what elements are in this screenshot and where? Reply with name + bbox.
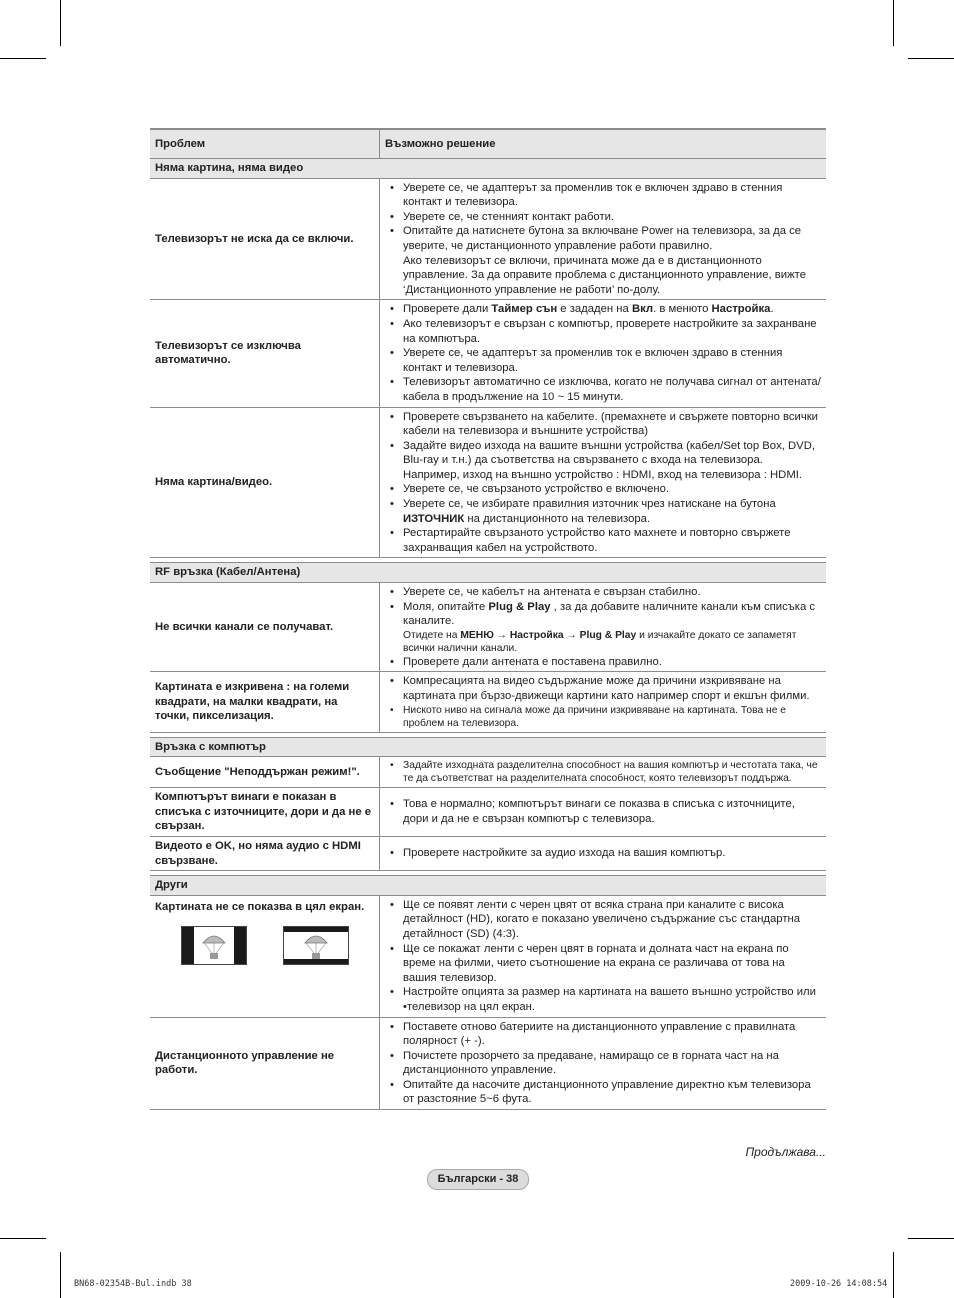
solution-item (388, 210, 821, 225)
solution-cell (380, 788, 827, 837)
problem-cell (150, 300, 380, 407)
solution-item (388, 482, 821, 497)
solution-text: Рестартирайте свързаното устройство като махнете и повторно свържете захранващия кабел на устройството. (403, 527, 791, 554)
continues-label: Продължава... (745, 1145, 826, 1159)
crop-mark (908, 58, 954, 59)
solution-list (388, 797, 821, 826)
pillarbox-image (181, 926, 247, 965)
solution-text: Проверете настройките за аудио изхода на вашия компютър. (403, 847, 726, 860)
problem-text: Картината е изкривена : на големи квадрати, на малки квадрати, на точки, пикселизация. (155, 681, 350, 723)
bold-term: Настройка (711, 303, 771, 316)
table-row (150, 672, 826, 732)
crop-mark (893, 1252, 894, 1298)
solution-list (388, 410, 821, 556)
problem-cell (150, 407, 380, 558)
solution-item (388, 704, 821, 730)
solution-text: Задайте изходната разделителна способност на вашия компютър и честотата така, че те да съответстват на разделителната способност, която телевизорът поддържа. (403, 760, 818, 785)
parachute-icon (201, 931, 227, 961)
solution-list (388, 302, 821, 404)
solution-item (388, 985, 821, 1014)
table-row (150, 178, 826, 300)
section-header-row (150, 737, 826, 757)
problem-cell (150, 672, 380, 732)
table-row (150, 836, 826, 870)
crop-mark (0, 58, 46, 59)
solution-cell (380, 1017, 827, 1110)
solution-item (388, 302, 821, 317)
crop-mark (60, 0, 61, 46)
table-row (150, 788, 826, 837)
solution-cell (380, 895, 827, 1017)
section-header-row (150, 159, 826, 179)
problem-text: Не всички канали се получават. (155, 620, 334, 633)
text-fragment: . в менюто (653, 303, 712, 316)
solution-text: Опитайте да натиснете бутона за включване Power на телевизора, за да се уверите, че дистанционното управление работи правилно. (403, 225, 802, 252)
table-row (150, 895, 826, 1017)
page-number-badge: Български - 38 (427, 1169, 529, 1190)
solution-item (388, 181, 821, 210)
solution-text: Уверете се, че адаптерът за променлив ток е включен здраво в стенния контакт и телевизора. (403, 181, 783, 209)
text-fragment: и изчакайте докато се запаметят всички налични канали. (403, 629, 797, 654)
solution-item (388, 898, 821, 942)
solution-text: Това е нормално; компютърът винаги се показва в списъка с източниците, дори и да не е свързан компютър с телевизора. (403, 798, 795, 826)
solution-text: Ще се покажат ленти с черен цвят в горната и долната част на екрана по време на филми, чието съотношение на екрана се различава от това на вашия телевизор. (403, 942, 789, 984)
solution-item (388, 1049, 821, 1078)
aspect-ratio-images (181, 926, 374, 965)
text-fragment: Отидете на (403, 629, 461, 641)
solution-text: Уверете се, че свързаното устройство е включено. (403, 483, 670, 496)
problem-cell (150, 788, 380, 837)
bold-term: Plug & Play (488, 600, 551, 613)
solution-item (388, 942, 821, 986)
problem-text: Съобщение "Неподдържан режим!". (155, 765, 360, 778)
solution-item (388, 1078, 821, 1107)
footer-timestamp: 2009-10-26 14:08:54 (790, 1279, 888, 1289)
solution-text: Ако телевизорът е свързан с компютър, проверете настройките за захранване на компютъра. (403, 317, 817, 345)
solution-text: Уверете се, че адаптерът за променлив ток е включен здраво в стенния контакт и телевизора. (403, 347, 783, 374)
section-title: Други (150, 876, 826, 896)
solution-list (388, 898, 821, 1015)
solution-text: Проверете дали антената е поставена правилно. (403, 655, 662, 668)
solution-list (388, 181, 821, 298)
text-fragment: Проверете дали (403, 303, 492, 316)
solution-item (388, 655, 821, 670)
problem-cell (150, 178, 380, 300)
solution-list (388, 759, 821, 785)
problem-text: Видеото е OK, но няма аудио с HDMI свързване. (155, 839, 361, 867)
letterbox-image (283, 926, 349, 965)
crop-mark (908, 1238, 954, 1239)
parachute-icon (303, 931, 329, 961)
solution-cell (380, 407, 827, 558)
section-header-row (150, 563, 826, 583)
solution-text: Уверете се, че стенният контакт работи. (403, 210, 615, 223)
text-fragment: , за да добавите наличните канали към списъка с каналите. (403, 600, 816, 628)
solution-text: Ще се появят ленти с черен цвят от всяка страна при каналите с висока детайлност (HD), когато е показано увеличено съдържание със стандартна детайлност (SD) (4:3). (403, 898, 801, 940)
solution-cell (380, 300, 827, 407)
text-fragment: Моля, опитайте (403, 600, 489, 613)
problem-text: Няма картина/видео. (155, 476, 273, 489)
solution-item (388, 674, 821, 703)
crop-mark (60, 1252, 61, 1298)
solution-item (388, 317, 821, 346)
text-fragment: Уверете се, че избирате правилния източник чрез натискане на бутона (403, 498, 776, 511)
problem-cell (150, 583, 380, 672)
troubleshooting-table (150, 128, 826, 1110)
table-header-row (150, 129, 826, 159)
solution-text: Настройте опцията за размер на картината на вашето външно устройство или •телевизор на цял екран. (403, 986, 816, 1013)
footer-file-info: BN68-02354B-Bul.indb 38 (74, 1279, 192, 1289)
solution-text: Поставете отново батериите на дистанционното управление с правилната полярност (+ -). (403, 1020, 796, 1048)
solution-list (388, 1020, 821, 1108)
solution-item (388, 526, 821, 555)
solution-item (388, 759, 821, 785)
problem-text: Телевизорът не иска да се включи. (155, 232, 354, 245)
solution-text: Компресацията на видео съдържание може да причини изкривяване на картината при бързо-движещи картини като например спорт и екшън филми. (403, 675, 810, 702)
section-title: RF връзка (Кабел/Антена) (150, 563, 826, 583)
solution-item (388, 439, 821, 483)
column-header-solution: Възможно решение (380, 129, 827, 159)
solution-cell (380, 836, 827, 870)
solution-item (388, 585, 821, 600)
solution-text: Почистете прозорчето за предаване, намиращо се в горната част на на дистанционното управление. (403, 1049, 779, 1077)
text-fragment: . (770, 303, 774, 316)
solution-item (388, 797, 821, 826)
solution-text: Ниското ниво на сигнала може да причини изкривяване на картината. Това не е проблем на телевизора. (403, 704, 787, 729)
table-row (150, 407, 826, 558)
solution-text: Уверете се, че кабелът на антената е свързан стабилно. (403, 586, 701, 599)
bold-term: ИЗТОЧНИК (403, 512, 465, 525)
section-header-row (150, 876, 826, 896)
section-title: Няма картина, няма видео (150, 159, 826, 179)
bold-term: Вкл (631, 303, 654, 316)
solution-text: Проверете свързването на кабелите. (премахнете и свържете повторно всички кабели на телевизора и външните устройства) (403, 410, 818, 438)
solution-item (388, 846, 821, 861)
solution-text: Опитайте да насочите дистанционното управление директно към телевизора от разстояние 5~6 фута. (403, 1078, 811, 1106)
section-title: Връзка с компютър (150, 737, 826, 757)
solution-cell (380, 757, 827, 788)
problem-text: Картината не се показва в цял екран. (155, 900, 365, 913)
problem-cell (150, 757, 380, 788)
crop-mark (893, 0, 894, 46)
solution-cell (380, 672, 827, 732)
table-row (150, 1017, 826, 1110)
solution-cell (380, 178, 827, 300)
problem-cell (150, 836, 380, 870)
table-row (150, 583, 826, 672)
crop-mark (0, 1238, 46, 1239)
table-row (150, 300, 826, 407)
solution-item (388, 410, 821, 439)
solution-item (388, 224, 821, 297)
solution-item (388, 1020, 821, 1049)
problem-cell (150, 895, 380, 1017)
solution-continuation: Ако телевизорът се включи, причината може да е в дистанционното управление. За да оправите проблема с дистанционното управление, вижте ‘Дистанционното управление не работи’ по-долу. (403, 254, 806, 296)
problem-text: Телевизорът се изключва автоматично. (155, 339, 301, 367)
text-fragment: на дистанционното на телевизора. (464, 512, 651, 525)
solution-text: Задайте видео изхода на вашите външни устройства (кабел/Set top Box, DVD, Blu-ray и т.н.) да съответства на свързването с входа на телевизора. Например, изход на външно устройство : HDMI, вход на телевизора : HDMI. (403, 439, 815, 481)
solution-list (388, 585, 821, 669)
column-header-problem: Проблем (150, 129, 380, 159)
text-fragment: е зададен на (557, 303, 632, 316)
solution-list (388, 846, 821, 861)
problem-cell (150, 1017, 380, 1110)
solution-text: Телевизорът автоматично се изключва, когато не получава сигнал от антената/кабела в продължение на 10 ~ 15 минути. (403, 376, 821, 403)
bold-term: МЕНЮ → Настройка → Plug & Play (460, 629, 637, 641)
solution-item (388, 346, 821, 375)
problem-text: Компютърът винаги е показан в списъка с източниците, дори и да не е свързан. (155, 791, 372, 833)
solution-list (388, 674, 821, 729)
problem-text: Дистанционното управление не работи. (155, 1049, 335, 1077)
solution-item (388, 497, 821, 526)
bold-term: Таймер сън (491, 303, 558, 316)
solution-item (388, 600, 821, 655)
solution-item (388, 375, 821, 404)
solution-cell (380, 583, 827, 672)
solution-continuation (403, 629, 821, 655)
table-row (150, 757, 826, 788)
